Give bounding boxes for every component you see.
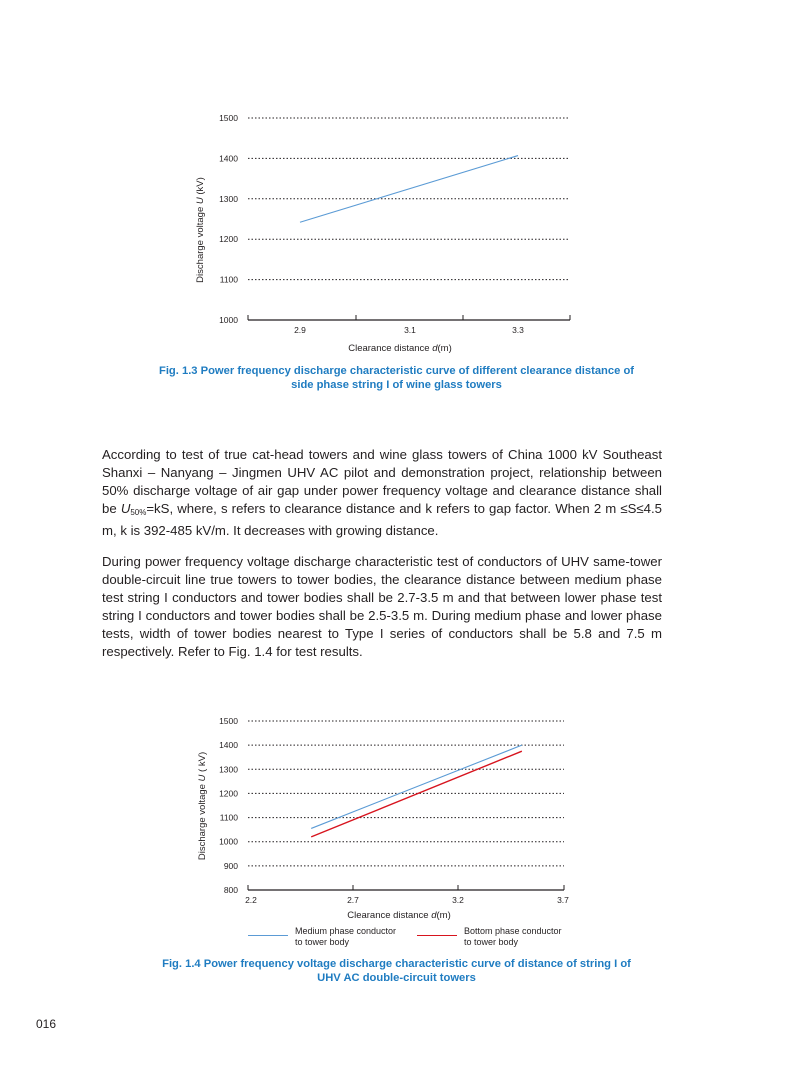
- y-tick-labels: [219, 716, 238, 895]
- y-tick-label: 1500: [219, 716, 238, 726]
- x-tick-label: 2.9: [294, 325, 306, 335]
- y-tick-label: 1400: [219, 153, 238, 164]
- x-axis-label: Clearance distance d(m): [347, 910, 451, 921]
- page-number: 016: [36, 1017, 57, 1031]
- data-lines: [311, 745, 522, 837]
- y-tick-label: 1300: [219, 193, 238, 204]
- x-tick-label: 3.1: [404, 325, 416, 335]
- x-axis-label: Clearance distance d(m): [348, 343, 452, 354]
- caption-line: Fig. 1.3 Power frequency discharge characteristic curve of different clearance distance of: [158, 365, 635, 377]
- legend-swatch-bottom-phase: [417, 935, 457, 936]
- x-tick-labels: [245, 895, 569, 905]
- y-tick-label: 1200: [219, 788, 238, 799]
- caption-line: UHV AC double-circuit towers: [317, 972, 476, 984]
- x-tick-label: 2.2: [245, 895, 257, 905]
- y-axis-label: Discharge voltage U ( kV): [197, 751, 208, 861]
- series-line: [311, 745, 522, 828]
- y-tick-label: 900: [223, 860, 238, 871]
- x-tick-label: 2.7: [347, 895, 359, 905]
- paragraph-gap-factor: According to test of true cat-head towers and wine glass towers of China 1000 kV Southeast Shanxi – Nanyang – Jingmen UHV AC pilot and demonstration project, relationship between 50% discharge voltage of air gap under power frequency voltage and clearance distance shall be $U_{50\%}=kS$, where, s refers to clearance distance and k refers to gap factor. When 2 m ≤S≤4.5 m, k is 392-485 kV/m. It decreases with growing distance.: [102, 447, 663, 538]
- figure-1-4-caption: [0, 957, 793, 985]
- x-axis: [248, 885, 564, 890]
- series-line: [311, 751, 522, 837]
- y-tick-label: 1400: [219, 740, 238, 751]
- y-tick-label: 1300: [219, 764, 238, 775]
- x-tick-label: 3.2: [452, 895, 464, 905]
- legend-label-bottom-phase: Bottom phase conductor to tower body: [464, 926, 562, 947]
- legend-label-medium-phase: Medium phase conductor to tower body: [295, 926, 397, 947]
- paragraph-double-circuit-test: During power frequency voltage discharge characteristic test of conductors of UHV same-tower double-circuit line true towers to tower bodies, the clearance distance between medium phase test string I conductors and tower bodies shall be 2.7-3.5 m and that between lower phase test string I conductors and tower bodies shall be 2.5-3.5 m. During medium phase and lower phase tests, width of tower bodies nearest to Type I series of conductors shall be 5.8 and 7.5 m respectively. Refer to Fig. 1.4 for test results.: [102, 554, 662, 659]
- caption-line: Fig. 1.4 Power frequency voltage discharge characteristic curve of distance of string I of: [162, 958, 631, 970]
- y-tick-label: 1000: [219, 315, 238, 325]
- y-axis-label: Discharge voltage U (kV): [195, 177, 206, 283]
- y-tick-label: 1100: [219, 812, 238, 823]
- y-tick-label: 800: [223, 885, 238, 895]
- caption-line: side phase string I of wine glass towers: [291, 379, 502, 391]
- legend-swatch-medium-phase: [248, 935, 288, 936]
- y-tick-label: 1100: [219, 274, 238, 285]
- x-tick-label: 3.3: [512, 325, 524, 335]
- x-tick-label: 3.7: [557, 895, 569, 905]
- y-tick-label: 1500: [219, 113, 238, 123]
- y-tick-label: 1200: [219, 234, 238, 245]
- y-tick-label: 1000: [219, 836, 238, 847]
- y-gridlines: [248, 721, 564, 866]
